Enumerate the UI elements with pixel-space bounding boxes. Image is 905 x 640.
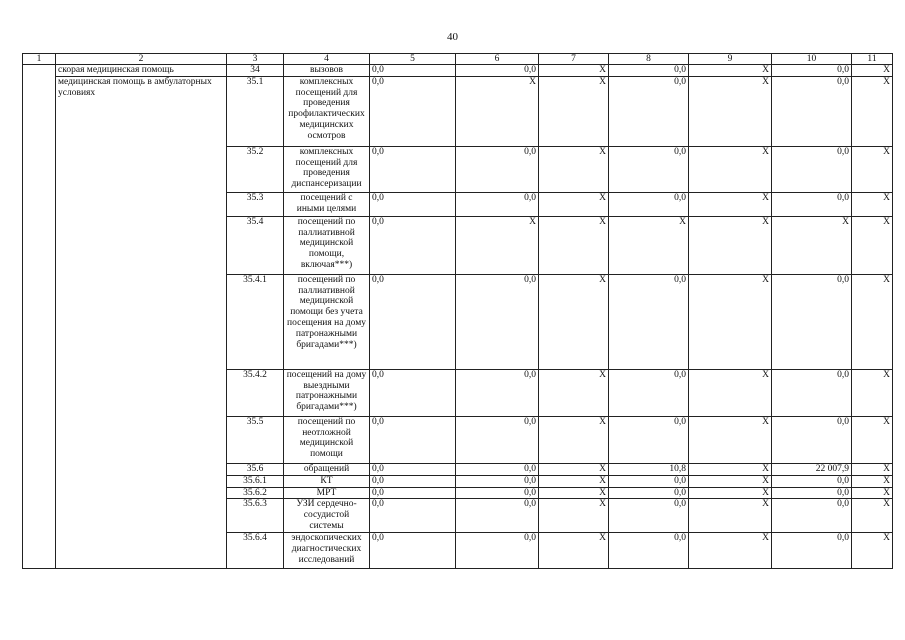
- column-header: 11: [852, 54, 893, 65]
- value-cell: 0,0: [370, 274, 456, 369]
- column-1-cell: [23, 369, 56, 416]
- column-1-cell: [23, 146, 56, 192]
- unit-cell: комплексных посещений для проведения диспансеризации: [284, 146, 370, 192]
- unit-cell: комплексных посещений для проведения профилактических медицинских осмотров: [284, 76, 370, 146]
- value-cell: 0,0: [370, 499, 456, 533]
- value-cell: X: [852, 487, 893, 499]
- row-label-cell: медицинская помощь в амбулаторных условиях: [56, 76, 227, 146]
- value-cell: X: [539, 216, 609, 274]
- value-cell: 0,0: [370, 475, 456, 487]
- row-label-cell: [56, 146, 227, 192]
- column-1-cell: [23, 76, 56, 146]
- value-cell: 0,0: [456, 274, 539, 369]
- table-row: [23, 487, 893, 499]
- value-cell: 0,0: [609, 369, 689, 416]
- column-1-cell: [23, 487, 56, 499]
- column-1-cell: [23, 463, 56, 475]
- value-cell: 0,0: [370, 76, 456, 146]
- value-cell: 0,0: [772, 487, 852, 499]
- column-header: 8: [609, 54, 689, 65]
- column-1-cell: [23, 216, 56, 274]
- value-cell: 0,0: [456, 499, 539, 533]
- value-cell: 0,0: [609, 416, 689, 463]
- table-row: [23, 274, 893, 369]
- value-cell: X: [539, 76, 609, 146]
- value-cell: X: [852, 416, 893, 463]
- value-cell: 0,0: [772, 76, 852, 146]
- value-cell: 0,0: [772, 369, 852, 416]
- value-cell: X: [539, 475, 609, 487]
- value-cell: 0,0: [772, 416, 852, 463]
- table-row: [23, 499, 893, 533]
- row-number-cell: 35.6: [227, 463, 284, 475]
- value-cell: X: [539, 146, 609, 192]
- unit-cell: УЗИ сердечно-сосудистой системы: [284, 499, 370, 533]
- row-number-cell: 35.6.4: [227, 533, 284, 569]
- column-header: 5: [370, 54, 456, 65]
- row-label-cell: [56, 533, 227, 569]
- row-number-cell: 35.2: [227, 146, 284, 192]
- value-cell: X: [689, 369, 772, 416]
- value-cell: 0,0: [456, 146, 539, 192]
- value-cell: X: [689, 192, 772, 216]
- unit-cell: посещений на дому выездными патронажными бригадами***): [284, 369, 370, 416]
- column-1-cell: [23, 475, 56, 487]
- value-cell: 0,0: [772, 274, 852, 369]
- value-cell: X: [772, 216, 852, 274]
- row-label-cell: [56, 475, 227, 487]
- value-cell: X: [539, 533, 609, 569]
- value-cell: X: [539, 463, 609, 475]
- value-cell: X: [539, 487, 609, 499]
- value-cell: 0,0: [772, 65, 852, 77]
- row-label-cell: [56, 499, 227, 533]
- column-header: 1: [23, 54, 56, 65]
- value-cell: X: [539, 369, 609, 416]
- value-cell: 0,0: [609, 487, 689, 499]
- row-number-cell: 35.4.2: [227, 369, 284, 416]
- value-cell: 0,0: [370, 65, 456, 77]
- unit-cell: посещений по паллиативной медицинской помощи без учета посещения на дому патронажными бригадами***): [284, 274, 370, 369]
- value-cell: X: [539, 65, 609, 77]
- row-number-cell: 35.6.2: [227, 487, 284, 499]
- value-cell: 0,0: [456, 463, 539, 475]
- column-header: 3: [227, 54, 284, 65]
- value-cell: X: [689, 216, 772, 274]
- value-cell: 0,0: [370, 533, 456, 569]
- column-1-cell: [23, 274, 56, 369]
- table-row: [23, 76, 893, 146]
- value-cell: 0,0: [370, 416, 456, 463]
- value-cell: X: [689, 416, 772, 463]
- column-header: 7: [539, 54, 609, 65]
- value-cell: X: [689, 533, 772, 569]
- unit-cell: КТ: [284, 475, 370, 487]
- table-row: [23, 416, 893, 463]
- value-cell: X: [852, 499, 893, 533]
- value-cell: 0,0: [456, 369, 539, 416]
- table-row: [23, 192, 893, 216]
- row-label-cell: [56, 369, 227, 416]
- value-cell: 0,0: [370, 487, 456, 499]
- value-cell: X: [852, 65, 893, 77]
- value-cell: X: [689, 487, 772, 499]
- value-cell: X: [689, 499, 772, 533]
- value-cell: 0,0: [609, 499, 689, 533]
- column-1-cell: [23, 416, 56, 463]
- data-table: [22, 53, 893, 569]
- value-cell: 0,0: [609, 475, 689, 487]
- value-cell: 0,0: [772, 499, 852, 533]
- column-header: 10: [772, 54, 852, 65]
- row-label-cell: [56, 274, 227, 369]
- value-cell: 0,0: [456, 65, 539, 77]
- table-row: [23, 475, 893, 487]
- unit-cell: обращений: [284, 463, 370, 475]
- page-number: 40: [447, 31, 458, 43]
- table-row: [23, 216, 893, 274]
- unit-cell: посещений по неотложной медицинской помощи: [284, 416, 370, 463]
- value-cell: X: [689, 146, 772, 192]
- table-row: [23, 463, 893, 475]
- unit-cell: посещений по паллиативной медицинской помощи, включая***): [284, 216, 370, 274]
- row-number-cell: 35.6.3: [227, 499, 284, 533]
- value-cell: 0,0: [609, 192, 689, 216]
- column-header: 4: [284, 54, 370, 65]
- value-cell: X: [852, 192, 893, 216]
- row-label-cell: скорая медицинская помощь: [56, 65, 227, 77]
- value-cell: X: [689, 65, 772, 77]
- table-row: [23, 146, 893, 192]
- row-label-cell: [56, 416, 227, 463]
- table-row: [23, 65, 893, 77]
- value-cell: X: [852, 533, 893, 569]
- column-header: 2: [56, 54, 227, 65]
- value-cell: 22 007,9: [772, 463, 852, 475]
- value-cell: X: [852, 463, 893, 475]
- value-cell: 0,0: [609, 274, 689, 369]
- value-cell: X: [456, 76, 539, 146]
- value-cell: X: [539, 499, 609, 533]
- value-cell: 0,0: [456, 475, 539, 487]
- value-cell: X: [852, 369, 893, 416]
- column-1-cell: [23, 65, 56, 77]
- column-1-cell: [23, 499, 56, 533]
- value-cell: X: [689, 463, 772, 475]
- value-cell: 0,0: [772, 146, 852, 192]
- column-header: 9: [689, 54, 772, 65]
- value-cell: X: [456, 216, 539, 274]
- value-cell: X: [609, 216, 689, 274]
- value-cell: 0,0: [456, 487, 539, 499]
- value-cell: X: [852, 216, 893, 274]
- value-cell: 0,0: [370, 369, 456, 416]
- unit-cell: посещений с иными целями: [284, 192, 370, 216]
- value-cell: X: [539, 192, 609, 216]
- value-cell: 0,0: [609, 533, 689, 569]
- value-cell: 0,0: [370, 463, 456, 475]
- row-number-cell: 35.3: [227, 192, 284, 216]
- value-cell: 0,0: [456, 416, 539, 463]
- value-cell: X: [852, 76, 893, 146]
- value-cell: 0,0: [772, 533, 852, 569]
- column-header-row: [23, 54, 893, 65]
- value-cell: X: [539, 416, 609, 463]
- table-body: [23, 54, 893, 569]
- value-cell: 0,0: [456, 533, 539, 569]
- value-cell: 10,8: [609, 463, 689, 475]
- value-cell: 0,0: [456, 192, 539, 216]
- column-1-cell: [23, 192, 56, 216]
- value-cell: 0,0: [370, 146, 456, 192]
- value-cell: 0,0: [609, 76, 689, 146]
- row-number-cell: 35.1: [227, 76, 284, 146]
- row-label-cell: [56, 463, 227, 475]
- value-cell: 0,0: [370, 192, 456, 216]
- row-number-cell: 35.6.1: [227, 475, 284, 487]
- column-header: 6: [456, 54, 539, 65]
- value-cell: X: [539, 274, 609, 369]
- value-cell: X: [689, 76, 772, 146]
- value-cell: 0,0: [772, 192, 852, 216]
- row-number-cell: 35.4.1: [227, 274, 284, 369]
- value-cell: 0,0: [609, 65, 689, 77]
- row-number-cell: 35.5: [227, 416, 284, 463]
- row-label-cell: [56, 192, 227, 216]
- value-cell: 0,0: [772, 475, 852, 487]
- value-cell: X: [852, 146, 893, 192]
- unit-cell: эндоскопических диагностических исследований: [284, 533, 370, 569]
- column-1-cell: [23, 533, 56, 569]
- unit-cell: вызовов: [284, 65, 370, 77]
- value-cell: 0,0: [609, 146, 689, 192]
- row-number-cell: 34: [227, 65, 284, 77]
- value-cell: X: [852, 274, 893, 369]
- value-cell: X: [689, 274, 772, 369]
- row-label-cell: [56, 487, 227, 499]
- table-row: [23, 533, 893, 569]
- row-number-cell: 35.4: [227, 216, 284, 274]
- value-cell: 0,0: [370, 216, 456, 274]
- value-cell: X: [689, 475, 772, 487]
- row-label-cell: [56, 216, 227, 274]
- value-cell: X: [852, 475, 893, 487]
- table-row: [23, 369, 893, 416]
- unit-cell: МРТ: [284, 487, 370, 499]
